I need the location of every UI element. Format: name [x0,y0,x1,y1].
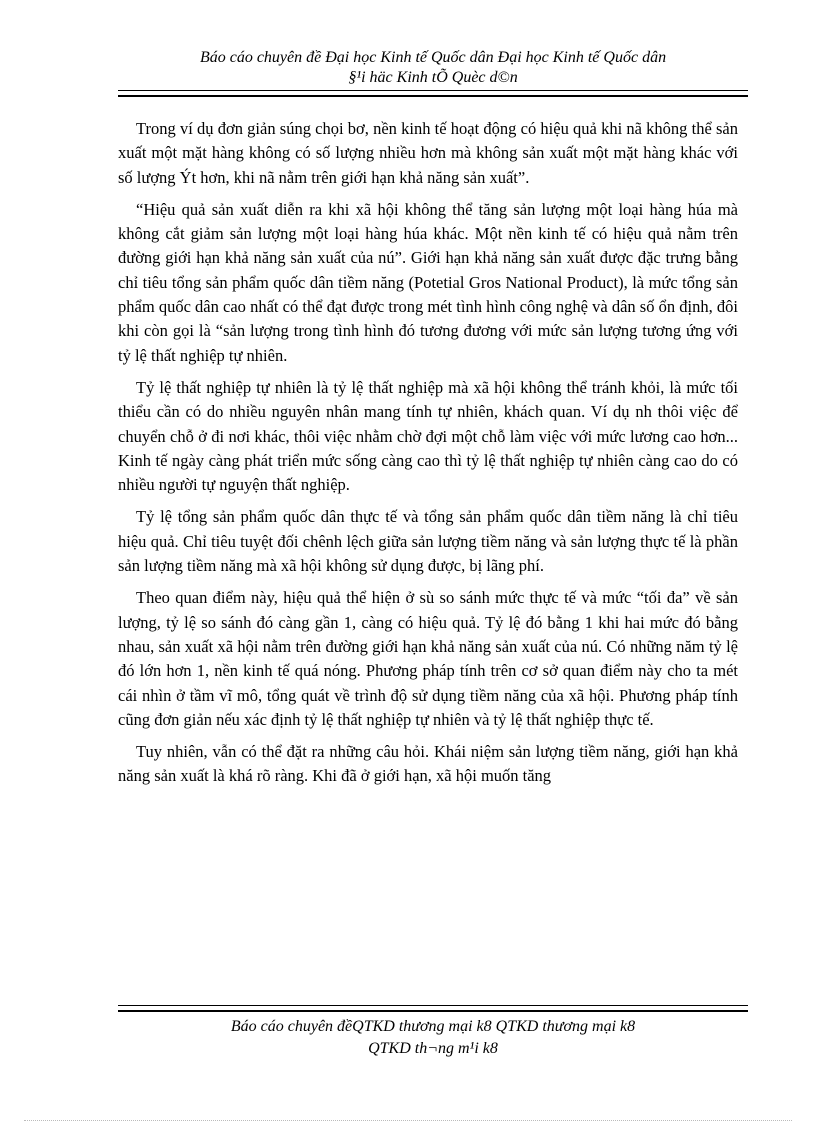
header-line-1: Báo cáo chuyên đề Đại học Kinh tế Quốc dân Đại học Kinh tế Quốc dân [199,49,667,66]
page-edge-divider [24,1120,792,1121]
footer-line-2: QTKD th¬ng m¹i k8 [368,1040,498,1057]
header-line-2: §¹i häc Kinh tÕ Quèc d©n [348,69,518,86]
page-header [118,48,748,88]
paragraph: “Hiệu quả sản xuất diễn ra khi xã hội không thể tăng sản lượng một loại hàng húa mà không cắt giảm sản lượng một loại hàng húa khác. Một nền kinh tế có hiệu quả nằm trên đường giới hạn khả năng sản xuất của nú”. Giới hạn khả năng sản xuất được đặc trưng bằng chỉ tiêu tổng sản phẩm quốc dân tiềm năng (Potetial Gros National Product), là mức tổng sản phẩm quốc dân cao nhất có thể đạt được trong mét tình hình công nghệ và dân số ổn định, đôi khi còn gọi là “sản lượng trong tình hình đó tương đương với mức sản lượng tương ứng với tỷ lệ thất nghiệp tự nhiên. [118,199,738,365]
document-body [118,117,738,797]
paragraph: Tuy nhiên, vẫn có thể đặt ra những câu hỏi. Khái niệm sản lượng tiềm năng, giới hạn khả năng sản xuất là khá rõ ràng. Khi đã ở giới hạn, xã hội muốn tăng [118,742,738,786]
paragraph: Tỷ lệ thất nghiệp tự nhiên là tỷ lệ thất nghiệp mà xã hội không thể tránh khỏi, là mức tối thiểu cần có do nhiều nguyên nhân mang tính tự nhiên, khách quan. Ví dụ nh thôi việc để chuyển chỗ ở đi nơi khác, thôi việc nhằm chờ đợi một chỗ làm việc với mức lương cao hơn... Kinh tế ngày càng phát triển mức sống càng cao thì tỷ lệ thất nghiệp tự nhiên càng cao do có nhiều người tự nguyện thất nghiệp. [118,377,738,495]
footer-divider [118,1005,748,1012]
paragraph: Tỷ lệ tổng sản phẩm quốc dân thực tế và tổng sản phẩm quốc dân tiềm năng là chỉ tiêu hiệu quả. Chỉ tiêu tuyệt đối chênh lệch giữa sản lượng tiềm năng và sản lượng thực tế là phần sản lượng tiềm năng mà xã hội không sử dụng được, bị lãng phí. [118,507,738,576]
footer-line-1: Báo cáo chuyên đềQTKD thương mại k8 QTKD thương mại k8 [230,1018,636,1035]
page-footer [118,1016,748,1060]
paragraph: Trong ví dụ đơn giản súng chọi bơ, nền kinh tế hoạt động có hiệu quả khi nã không thể sản xuất một mặt hàng không có số lượng nhiều hơn mà không sản xuất một mặt hàng khác với số lượng Ýt hơn, khi nã nằm trên giới hạn khả năng sản xuất”. [118,119,738,187]
header-divider [118,90,748,97]
paragraph: Theo quan điểm này, hiệu quả thể hiện ở sù so sánh mức thực tế và mức “tối đa” về sản lượng, tỷ lệ so sánh đó càng gần 1, càng có hiệu quả. Tỷ lệ đó bằng 1 khi hai mức đó bằng nhau, sản xuất xã hội nằm trên đường giới hạn khả năng sản xuất của nú. Có những năm tỷ lệ đó lớn hơn 1, nền kinh tế quá nóng. Phương pháp tính trên cơ sở quan điểm này cho ta mét cái nhìn ở tầm vĩ mô, tổng quát về trình độ sử dụng tiềm năng của xã hội. Phương pháp tính cũng đơn giản nếu xác định tỷ lệ thất nghiệp tự nhiên và tỷ lệ thất nghiệp thực tế. [118,588,738,729]
